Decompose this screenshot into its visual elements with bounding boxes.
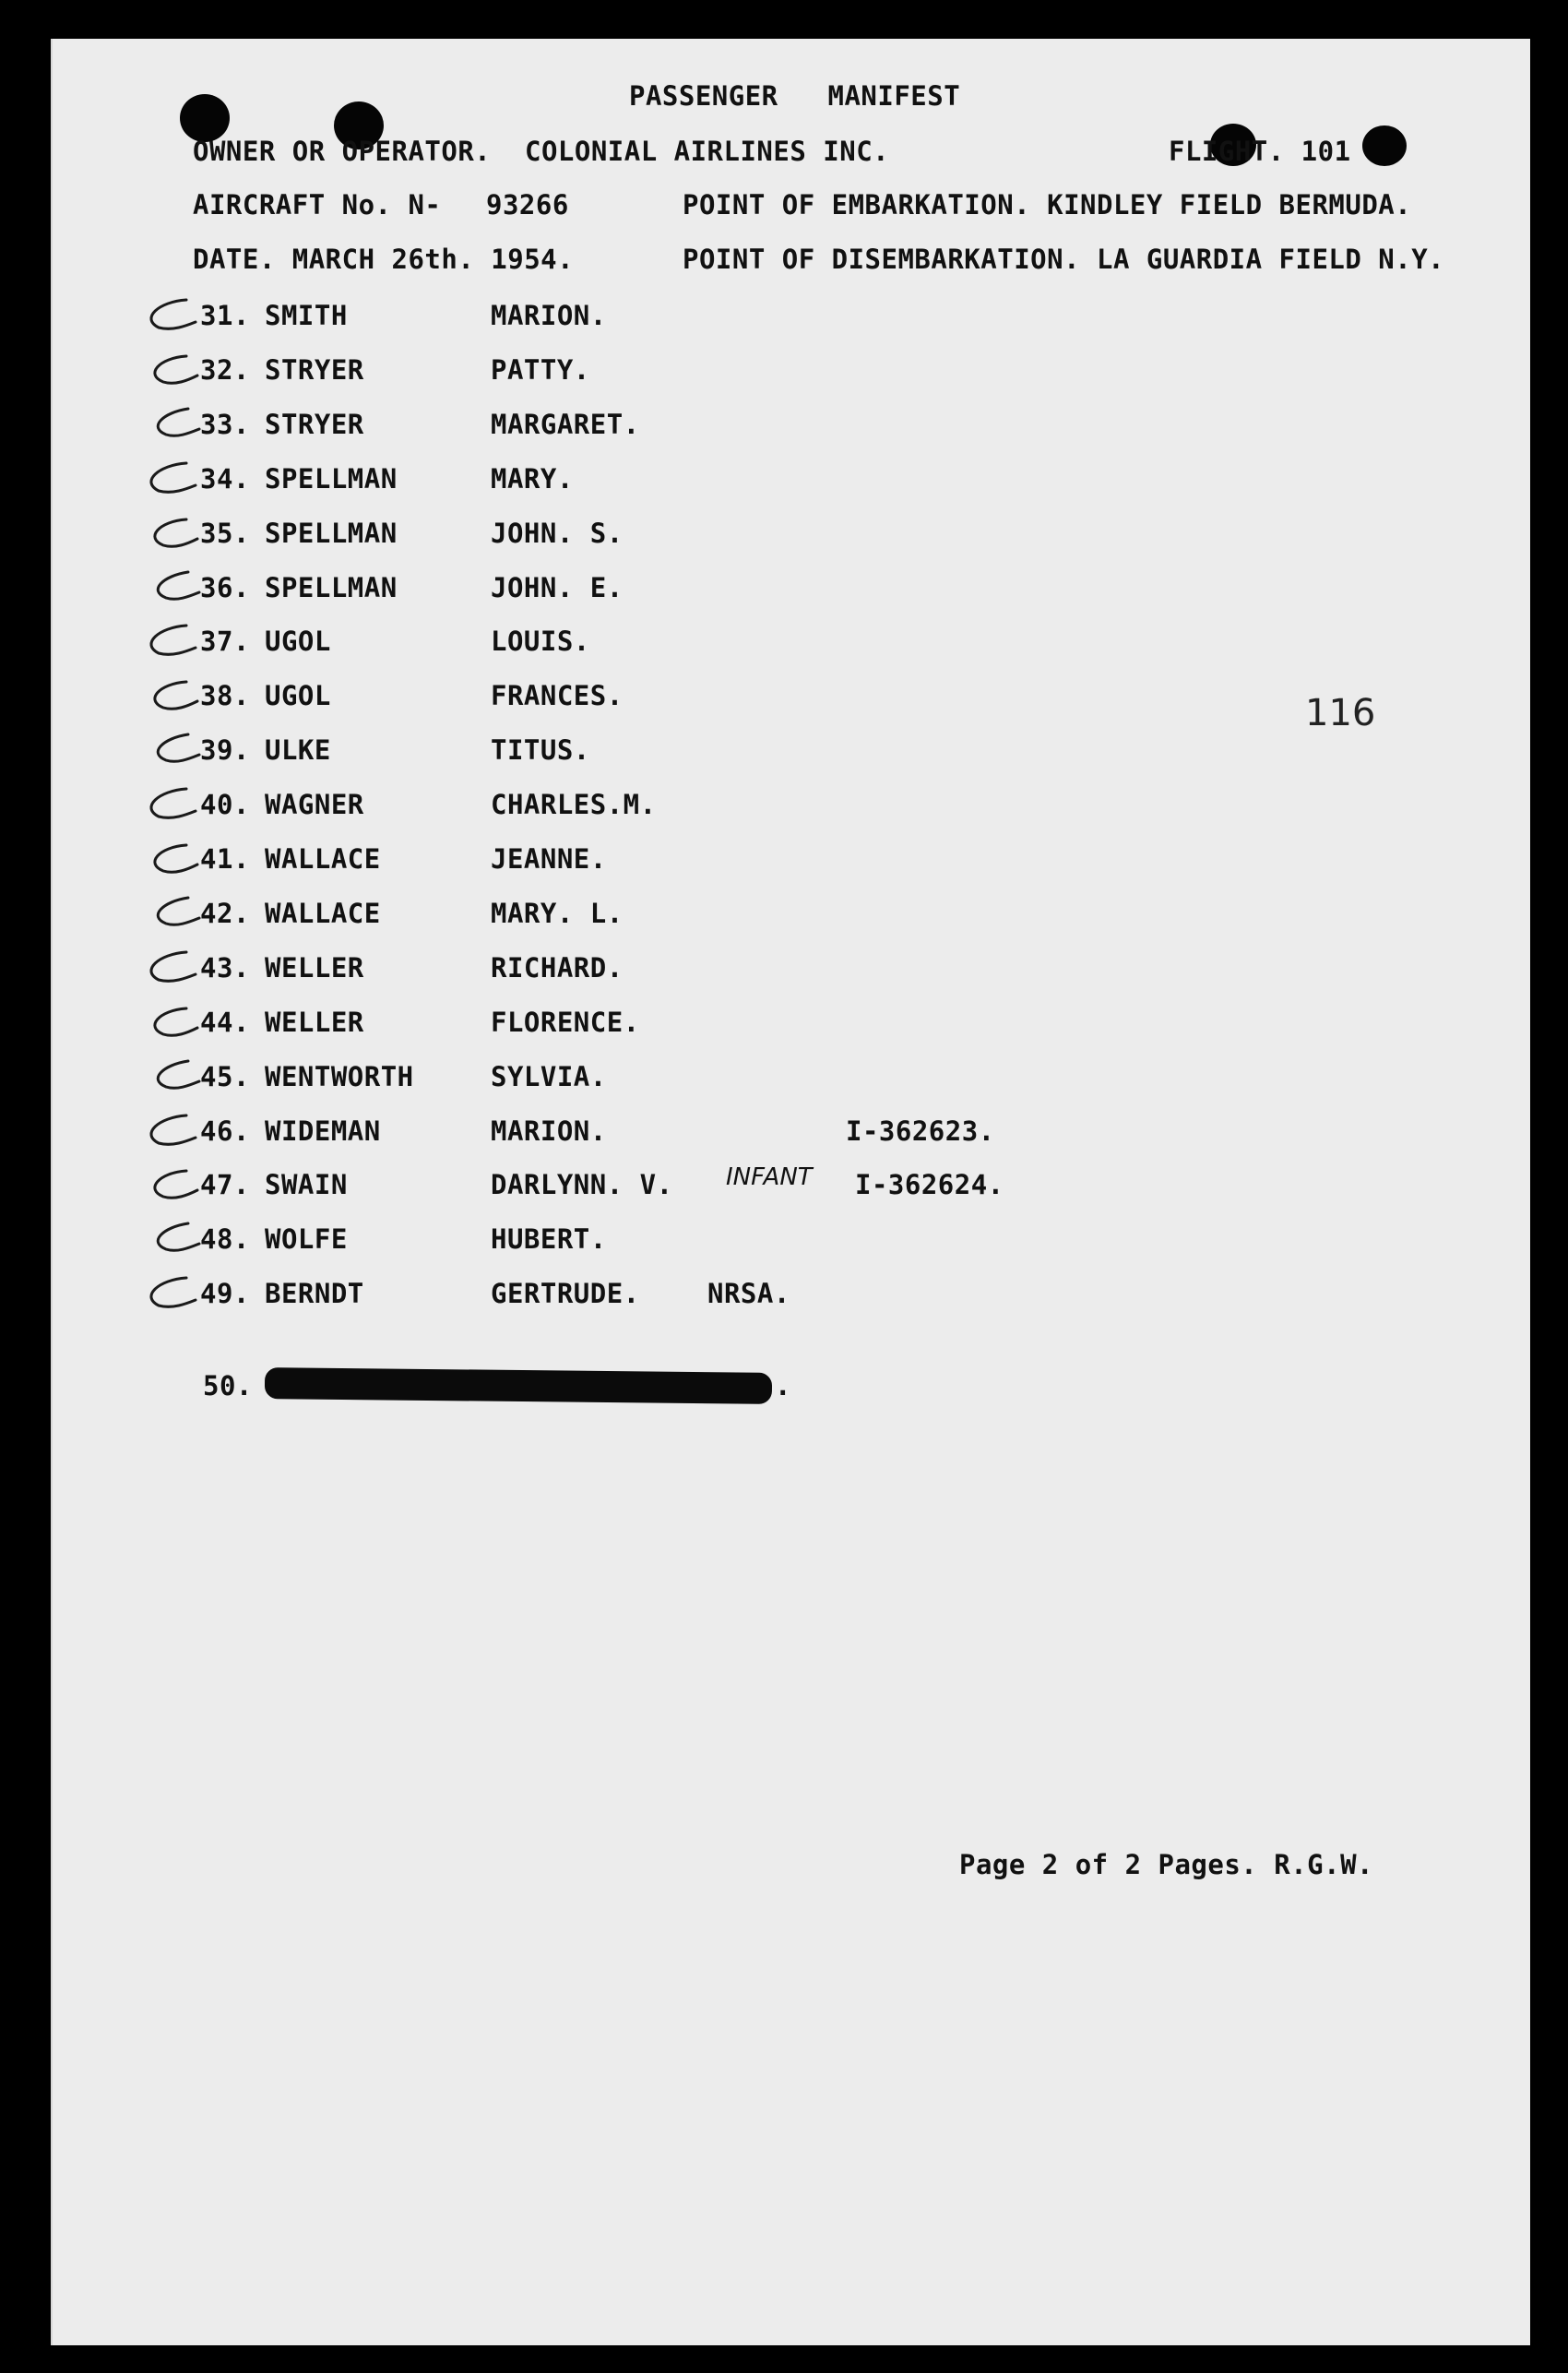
passenger-number: 43. bbox=[200, 951, 250, 984]
passenger-last-name: WALLACE bbox=[265, 843, 381, 875]
passenger-first-name: FLORENCE. bbox=[491, 1006, 640, 1038]
passenger-last-name: UGOL bbox=[265, 680, 331, 712]
passenger-number: 42. bbox=[200, 897, 250, 929]
passenger-number: 48. bbox=[200, 1223, 250, 1256]
passenger-first-name: JEANNE. bbox=[491, 843, 607, 875]
passenger-number: 38. bbox=[200, 680, 250, 712]
passenger-last-name: WALLACE bbox=[265, 897, 381, 929]
passenger-number: 45. bbox=[200, 1060, 250, 1092]
passenger-row bbox=[53, 572, 1530, 609]
passenger-first-name: HUBERT. bbox=[491, 1223, 607, 1256]
passenger-last-name: WAGNER bbox=[265, 789, 364, 821]
passenger-first-name: CHARLES.M. bbox=[491, 789, 657, 821]
passenger-number: 39. bbox=[200, 734, 250, 767]
passenger-row bbox=[53, 300, 1530, 337]
aircraft-label: AIRCRAFT No. N- bbox=[193, 189, 442, 221]
passenger-row bbox=[53, 463, 1530, 500]
passenger-number: 31. bbox=[200, 300, 250, 331]
passenger-first-name: MARY. bbox=[491, 462, 574, 495]
owner-label: OWNER OR OPERATOR. bbox=[193, 136, 492, 167]
disembarkation-point: POINT OF DISEMBARKATION. LA GUARDIA FIELD N.Y. bbox=[683, 244, 1445, 275]
passenger-last-name: BERNDT bbox=[265, 1278, 364, 1310]
aircraft-value: 93266 bbox=[486, 189, 569, 221]
redacted-row-number: 50. bbox=[203, 1370, 253, 1401]
passenger-number: 33. bbox=[200, 408, 250, 440]
passenger-last-name: WELLER bbox=[265, 1006, 364, 1038]
redacted-row-trail: . bbox=[775, 1370, 791, 1401]
passenger-number: 36. bbox=[200, 571, 250, 603]
passenger-first-name: MARY. L. bbox=[491, 897, 624, 929]
page-title: PASSENGER MANIFEST bbox=[629, 80, 961, 112]
passenger-first-name: RICHARD. bbox=[491, 951, 624, 984]
passenger-last-name: ULKE bbox=[265, 734, 331, 767]
passenger-first-name: GERTRUDE. bbox=[491, 1278, 640, 1310]
passenger-row bbox=[53, 518, 1530, 554]
punch-hole-4 bbox=[1362, 125, 1407, 166]
passenger-last-name: SWAIN bbox=[265, 1169, 348, 1201]
passenger-row bbox=[53, 789, 1530, 826]
passenger-handwritten-note: INFANT bbox=[726, 1163, 813, 1192]
passenger-first-name: MARGARET. bbox=[491, 408, 640, 440]
passenger-visa-number: I-362624. bbox=[855, 1169, 1004, 1201]
passenger-row bbox=[53, 1223, 1530, 1260]
passenger-last-name: SPELLMAN bbox=[265, 462, 398, 495]
passenger-row bbox=[53, 843, 1530, 880]
passenger-last-name: UGOL bbox=[265, 626, 331, 658]
passenger-row bbox=[53, 898, 1530, 935]
redaction-bar bbox=[265, 1367, 772, 1404]
passenger-last-name: WELLER bbox=[265, 951, 364, 984]
passenger-last-name: STRYER bbox=[265, 353, 364, 386]
passenger-row bbox=[53, 1163, 1530, 1206]
passenger-row bbox=[53, 1061, 1530, 1098]
passenger-row bbox=[53, 1115, 1530, 1152]
passenger-last-name: WENTWORTH bbox=[265, 1060, 414, 1092]
passenger-first-name: JOHN. S. bbox=[491, 517, 624, 549]
passenger-first-name: PATTY. bbox=[491, 353, 590, 386]
handwritten-page-number: 116 bbox=[1305, 692, 1376, 734]
passenger-row bbox=[53, 409, 1530, 446]
passenger-number: 46. bbox=[200, 1115, 250, 1147]
passenger-visa-number: I-362623. bbox=[846, 1115, 995, 1147]
passenger-number: 37. bbox=[200, 626, 250, 658]
passenger-first-name: JOHN. E. bbox=[491, 571, 624, 603]
passenger-last-name: SMITH bbox=[265, 300, 348, 331]
passenger-first-name: LOUIS. bbox=[491, 626, 590, 658]
passenger-number: 32. bbox=[200, 353, 250, 386]
passenger-last-name: SPELLMAN bbox=[265, 571, 398, 603]
passenger-last-name: WIDEMAN bbox=[265, 1115, 381, 1147]
passenger-number: 49. bbox=[200, 1278, 250, 1310]
passenger-first-name: TITUS. bbox=[491, 734, 590, 767]
passenger-number: 35. bbox=[200, 517, 250, 549]
passenger-remark: NRSA. bbox=[707, 1278, 790, 1310]
passenger-row bbox=[53, 734, 1530, 771]
passenger-number: 34. bbox=[200, 462, 250, 495]
passenger-first-name: MARION. bbox=[491, 1115, 607, 1147]
embarkation-point: POINT OF EMBARKATION. KINDLEY FIELD BERMUDA. bbox=[683, 189, 1412, 221]
passenger-number: 40. bbox=[200, 789, 250, 821]
passenger-row bbox=[53, 626, 1530, 662]
flight-number: FLIGHT. 101 bbox=[1169, 136, 1351, 167]
passenger-row bbox=[53, 680, 1530, 717]
manifest-date: DATE. MARCH 26th. 1954. bbox=[193, 244, 575, 275]
owner-value: COLONIAL AIRLINES INC. bbox=[525, 136, 890, 167]
passenger-number: 44. bbox=[200, 1006, 250, 1038]
passenger-row bbox=[53, 1007, 1530, 1043]
passenger-number: 41. bbox=[200, 843, 250, 875]
passenger-last-name: SPELLMAN bbox=[265, 517, 398, 549]
manifest-page bbox=[51, 39, 1530, 2345]
passenger-number: 47. bbox=[200, 1169, 250, 1201]
page-footer: Page 2 of 2 Pages. R.G.W. bbox=[959, 1849, 1373, 1880]
passenger-row bbox=[53, 354, 1530, 391]
passenger-row bbox=[53, 952, 1530, 989]
passenger-first-name: SYLVIA. bbox=[491, 1060, 607, 1092]
passenger-last-name: WOLFE bbox=[265, 1223, 348, 1256]
passenger-first-name: DARLYNN. V. bbox=[491, 1169, 673, 1201]
passenger-first-name: FRANCES. bbox=[491, 680, 624, 712]
passenger-first-name: MARION. bbox=[491, 300, 607, 331]
passenger-last-name: STRYER bbox=[265, 408, 364, 440]
passenger-row bbox=[53, 1278, 1530, 1315]
